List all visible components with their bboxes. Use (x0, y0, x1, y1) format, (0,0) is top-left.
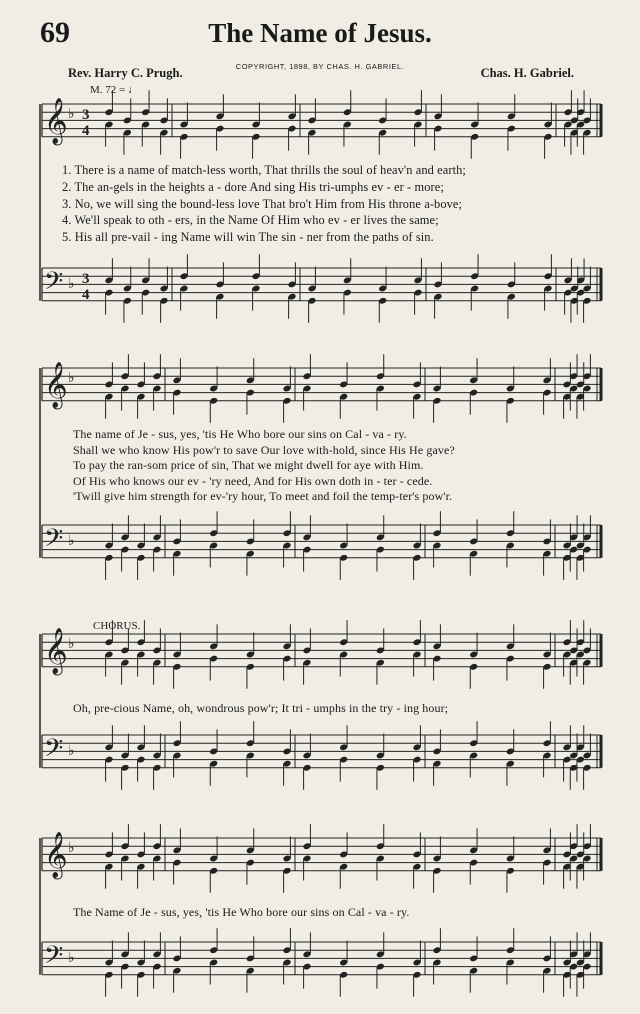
final-lyrics: The Name of Je - sus, yes, 'tis He Who bore our sins on Cal - va - ry. (73, 905, 410, 919)
flat-key-icon: ♭ (68, 840, 75, 856)
hymn-number: 69 (40, 16, 70, 49)
chorus-lyrics: Oh, pre-cious Name, oh, wondrous pow'r; It tri - umphs in the try - ing hour; (73, 701, 449, 715)
bass-clef-icon: 𝄢 (44, 941, 64, 976)
verse-line: 4. We'll speak to oth - ers, in the Name Of Him who ev - er lives the same; (62, 213, 439, 228)
treble-clef-icon: 𝄞 (44, 832, 68, 878)
refrain-lyrics (73, 427, 455, 505)
verse-line: 2. The an-gels in the heights a - dore And sing His tri-umphs ev - er - more; (62, 179, 444, 194)
lyricist-credit: Rev. Harry C. Prugh. (68, 66, 183, 80)
verse-line: 1. There is a name of match-less worth, That thrills the soul of heav'n and earth; (62, 163, 466, 177)
verse-line: 3. No, we will sing the bound-less love That bro't Him from His throne a-bove; (62, 196, 463, 211)
time-signature-bottom: 4 (82, 123, 90, 139)
flat-key-icon: ♭ (68, 533, 75, 549)
flat-key-icon: ♭ (68, 743, 75, 759)
time-signature-top: 3 (82, 271, 90, 287)
verse-line: 5. His all pre-vail - ing Name will win The sin - ner from the paths of sin. (62, 230, 434, 245)
hymn-title: The Name of Jesus. (208, 18, 432, 48)
composer-credit: Chas. H. Gabriel. (480, 66, 574, 80)
refrain-line: Of His who knows our ev - 'ry need, And for His own doth in - ter - cede. (73, 473, 433, 488)
treble-clef-icon: 𝄞 (44, 628, 68, 674)
time-signature-bottom: 4 (82, 287, 90, 303)
verse-lyrics (62, 162, 466, 246)
flat-key-icon: ♭ (68, 950, 75, 966)
flat-key-icon: ♭ (68, 106, 75, 122)
chorus-label: CHORUS. (93, 620, 141, 632)
refrain-line: 'Twill give him strength for ev-'ry hour, To meet and foil the temp-ter's pow'r. (73, 489, 453, 504)
bass-clef-icon: 𝄢 (44, 524, 64, 559)
treble-clef-icon: 𝄞 (44, 98, 68, 144)
tempo-marking: M. 72 = ♩ (90, 84, 139, 96)
refrain-line: Shall we who know His pow'r to save Our love with-hold, since His He gave? (73, 442, 455, 457)
bass-clef-icon: 𝄢 (44, 734, 64, 769)
treble-clef-icon: 𝄞 (44, 362, 68, 408)
flat-key-icon: ♭ (68, 636, 75, 652)
flat-key-icon: ♭ (68, 370, 75, 386)
flat-key-icon: ♭ (68, 276, 75, 292)
bass-clef-icon: 𝄢 (44, 267, 64, 302)
refrain-line: To pay the ran-som price of sin, That we might dwell for aye with Him. (73, 458, 424, 473)
copyright-notice: COPYRIGHT, 1898, BY CHAS. H. GABRIEL. (235, 62, 405, 71)
time-signature-top: 3 (82, 107, 90, 123)
refrain-line: The name of Je - sus, yes, 'tis He Who bore our sins on Cal - va - ry. (73, 427, 407, 441)
